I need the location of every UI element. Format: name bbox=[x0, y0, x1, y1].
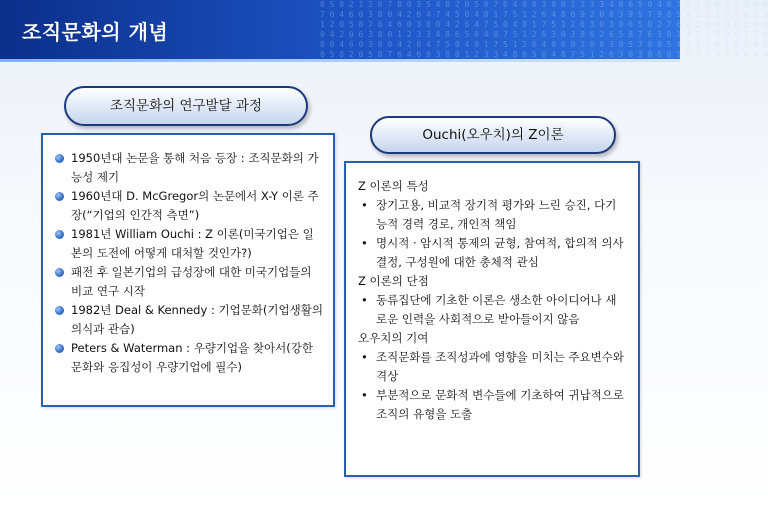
list-item: 1982년 Deal & Kennedy : 기업문화(기업생활의 의식과 관습) bbox=[53, 301, 323, 339]
bullet-dot-icon: • bbox=[361, 293, 368, 307]
research-history-list bbox=[43, 135, 333, 377]
sphere-bullet-icon bbox=[55, 268, 64, 277]
contributions-list bbox=[358, 348, 626, 424]
weaknesses-list bbox=[358, 291, 626, 329]
bullet-dot-icon: • bbox=[361, 198, 368, 212]
list-item: • 부분적으로 문화적 변수들에 기초하여 귀납적으로 조직의 유형을 도출 bbox=[361, 388, 624, 421]
list-item: Peters & Waterman : 우량기업을 찾아서(강한문화와 응집성이 우량기업에 필수) bbox=[53, 339, 323, 377]
list-item: 1950년대 논문을 통해 처음 등장 : 조직문화의 가능성 제기 bbox=[53, 149, 323, 187]
header-number-pattern: 0 5 8 2 1 2 6 7 8 0 3 5 4 8 2 0 5 6 7 6 4 6 0 3 8 0 1 2 3 3 4 8 6 5 0 4 8 7 5 1 2 6 3 0 3 8 6 7 6 4 6 0 3 8 0 4 2 6 4 7 4 5 0 4 8 1 7 5 1 2 6 4 8 6 9 2 0 8 3 9 5 7 9 8 5 4 2 3 1 6 7 0 8 9 1 2 0 5 8 7 6 4 6 0 3 8 0 4 2 6 4 7 5 0 4 8 1 7 5 1 2 6 3 0 3 8 6 5 0 2 7 6 0 3 8 4 0 6 5 8 9 0 4 2 0 6 3 8 0 1 2 3 3 4 8 6 5 0 4 8 7 5 1 2 6 3 0 3 8 6 2 6 5 8 7 6 3 0 1 4 7 2 5 9 0 1 3 6 8 6 4 6 0 3 8 0 4 2 6 4 7 5 0 4 8 1 7 5 1 2 6 4 8 6 9 2 0 8 3 9 5 7 9 8 5 4 2 3 1 6 7 0 8 9 5 0 5 8 2 0 5 8 7 6 4 6 0 3 8 0 1 2 3 3 4 8 6 5 0 4 8 7 5 1 2 6 3 0 3 8 6 0 1 5 3 7 9 2 4 6 8 0 bbox=[320, 0, 768, 59]
characteristics-list bbox=[358, 196, 626, 272]
sphere-bullet-icon bbox=[55, 154, 64, 163]
header-underline bbox=[0, 59, 680, 62]
sphere-bullet-icon bbox=[55, 344, 64, 353]
list-item: • 동류집단에 기초한 이론은 생소한 아이디어나 새로운 인력을 사회적으로 받아들이지 않음 bbox=[361, 293, 617, 326]
list-item: • 장기고용, 비교적 장기적 평가와 느린 승진, 다기능적 경력 경로, 개인적 책임 bbox=[361, 198, 617, 231]
research-history-label: 조직문화의 연구발달 과정 bbox=[64, 86, 308, 126]
slide-header bbox=[0, 0, 768, 62]
sphere-bullet-icon bbox=[55, 306, 64, 315]
bullet-dot-icon: • bbox=[361, 388, 368, 402]
slide-title: 조직문화의 개념 bbox=[22, 20, 169, 44]
list-item: 1981년 William Ouchi : Z 이론(미국기업은 일본의 도전에 어떻게 대처할 것인가?) bbox=[53, 225, 323, 263]
list-item: 1960년대 D. McGregor의 논문에서 X-Y 이론 주장(“기업의 인간적 측면”) bbox=[53, 187, 323, 225]
z-theory-label: Ouchi(오우치)의 Z이론 bbox=[370, 116, 616, 154]
sphere-bullet-icon bbox=[55, 230, 64, 239]
bullet-dot-icon: • bbox=[361, 350, 368, 364]
research-history-box bbox=[41, 133, 335, 407]
section-title-characteristics: Z 이론의 특성 bbox=[358, 179, 429, 193]
list-item: • 조직문화를 조직성과에 영향을 미치는 주요변수와 격상 bbox=[361, 350, 624, 383]
z-theory-box bbox=[344, 161, 640, 477]
bullet-dot-icon: • bbox=[361, 236, 368, 250]
sphere-bullet-icon bbox=[55, 192, 64, 201]
list-item: • 명시적 · 암시적 통제의 균형, 참여적, 합의적 의사결정, 구성원에 대한 총체적 관심 bbox=[361, 236, 624, 269]
list-item: 패전 후 일본기업의 급성장에 대한 미국기업들의 비교 연구 시작 bbox=[53, 263, 323, 301]
section-title-contributions: 오우치의 기여 bbox=[358, 331, 429, 345]
section-title-weaknesses: Z 이론의 단점 bbox=[358, 274, 429, 288]
